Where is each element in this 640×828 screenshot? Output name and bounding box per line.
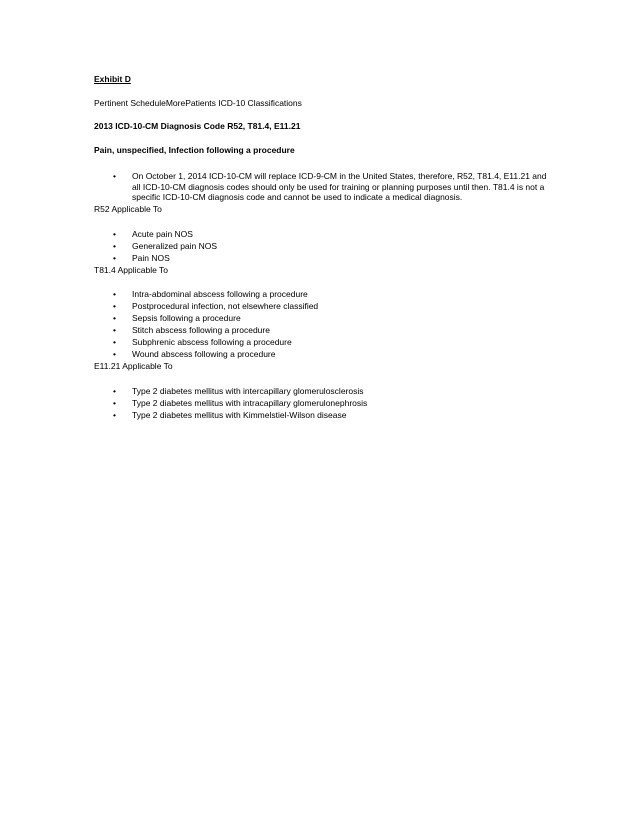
list-item-text: Intra-abdominal abscess following a procedure	[132, 289, 308, 299]
bullet-icon: •	[113, 325, 116, 335]
bullet-icon: •	[113, 252, 116, 263]
document-page	[94, 74, 554, 422]
notes-list	[94, 171, 554, 203]
bullet-icon: •	[113, 409, 116, 420]
list-item	[113, 385, 554, 397]
bullet-icon: •	[113, 171, 116, 181]
section-label-t814: T81.4 Applicable To	[94, 264, 169, 275]
bullet-icon: •	[113, 349, 116, 359]
document-subtitle: Pertinent ScheduleMorePatients ICD-10 Classifications	[94, 97, 302, 108]
list-item-text: Subphrenic abscess following a procedure	[132, 337, 292, 347]
list-item-text: Stitch abscess following a procedure	[132, 325, 270, 335]
list-item-text: Wound abscess following a procedure	[132, 349, 276, 359]
list-item	[113, 313, 554, 324]
list-item	[113, 252, 554, 264]
bullet-icon: •	[113, 337, 116, 347]
bullet-icon: •	[113, 397, 116, 408]
list-item	[113, 325, 554, 336]
bullet-icon: •	[113, 240, 116, 251]
bullet-icon: •	[113, 385, 116, 396]
list-item-text: Generalized pain NOS	[132, 240, 218, 251]
note-text: On October 1, 2014 ICD-10-CM will replace ICD-9-CM in the United States, therefore, R52, T81.4, E11.21 and all ICD-10-CM diagnosis codes should only be used for training or planning purposes until then. T81.4 is not a specific ICD-10-CM diagnosis code and cannot be used to indicate a medical diagnosis.	[132, 171, 547, 202]
note-item	[113, 171, 554, 203]
section-label-r52: R52 Applicable To	[94, 204, 162, 214]
t814-applicable-list	[94, 289, 554, 360]
list-item	[113, 397, 554, 409]
r52-applicable-list	[94, 229, 554, 264]
list-item	[113, 337, 554, 348]
bullet-icon: •	[113, 228, 116, 239]
list-item-text: Type 2 diabetes mellitus with Kimmelstiel-Wilson disease	[132, 409, 347, 420]
list-item-text: Acute pain NOS	[132, 228, 193, 239]
list-item-text: Pain NOS	[132, 252, 170, 263]
section-label-e1121: E11.21 Applicable To	[94, 361, 173, 371]
list-item-text: Postprocedural infection, not elsewhere classified	[132, 301, 319, 311]
e1121-applicable-list	[94, 386, 554, 421]
diagnosis-code-heading: 2013 ICD-10-CM Diagnosis Code R52, T81.4, E11.21	[94, 121, 301, 131]
bullet-icon: •	[113, 313, 116, 323]
list-item	[113, 301, 554, 312]
list-item-text: Type 2 diabetes mellitus with intercapillary glomerulosclerosis	[132, 385, 364, 396]
list-item	[113, 240, 554, 252]
bullet-icon: •	[113, 301, 116, 311]
exhibit-title: Exhibit D	[94, 74, 131, 84]
diagnosis-description-heading: Pain, unspecified, Infection following a procedure	[94, 144, 295, 155]
list-item	[113, 228, 554, 240]
list-item-text: Type 2 diabetes mellitus with intracapillary glomerulonephrosis	[132, 397, 368, 408]
list-item-text: Sepsis following a procedure	[132, 313, 241, 323]
list-item	[113, 289, 554, 300]
list-item	[113, 349, 554, 360]
bullet-icon: •	[113, 289, 116, 299]
list-item	[113, 409, 554, 421]
